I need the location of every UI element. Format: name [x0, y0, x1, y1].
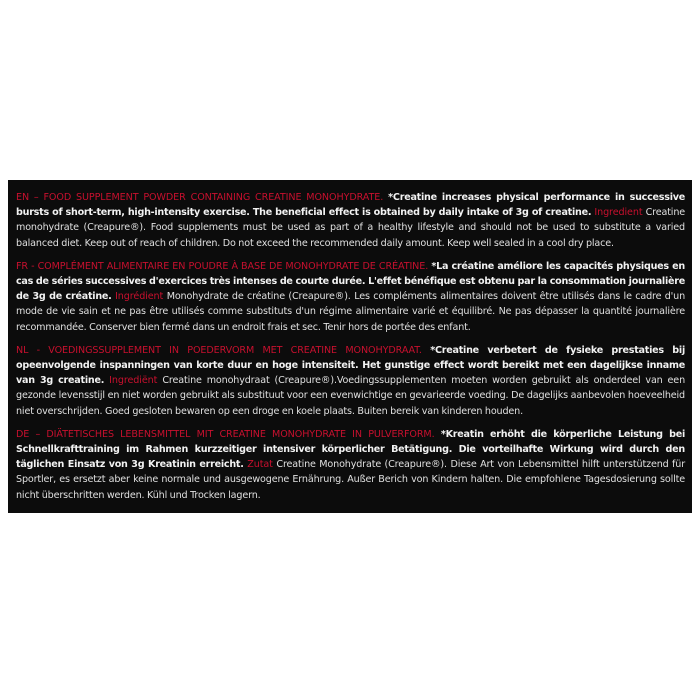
section-nl	[16, 343, 685, 419]
ingredient-text: Creatine monohydrate (Creapure®).	[16, 207, 686, 234]
health-claim: *Creatine increases physical performance in successive bursts of short-term, high-intensity exercise. The beneficial effect is obtained by daily intake of 3g of creatine.	[16, 192, 685, 219]
product-label-panel	[8, 180, 692, 513]
ingredient-text: Monohydrate de créatine (Creapure®).	[166, 291, 351, 303]
usage-warnings: Les compléments alimentaires doivent être utilisés dans le cadre d'un mode de vie sain et ne pas être utilisés comme substituts d'un régime alimentaire varié et équilibré. Ne pas dépasser la quantité journalière recommandée. Conserver bien fermé dans un endroit frais et sec. Tenir hors de portée des enfant.	[16, 291, 686, 333]
section-en	[16, 190, 685, 251]
usage-warnings: Food supplements must be used as part of a healthy lifestyle and should not be used to substitute a varied balanced diet. Keep out of reach of children. Do not exceed the recommended daily amount. Keep well sealed in a cool dry place.	[16, 222, 685, 249]
ingredient-label: Ingrédient	[115, 291, 164, 303]
ingredient-text: Creatine Monohydrate (Creapure®).	[276, 459, 447, 471]
ingredient-label: Ingredient	[594, 207, 643, 219]
usage-warnings: Diese Art von Lebensmittel hilft unterstützend für Sportler, es ersetzt aber keine normale und ausgewogene Ernährung. Außer Berich von Kindern halten. Die empfohlene Tagesdosierung sollte nicht überschritten werden. Kühl und Trocken lagern.	[16, 459, 685, 501]
ingredient-text: Creatine monohydraat (Creapure®).	[162, 375, 337, 387]
ingredient-label: Zutat	[247, 459, 273, 471]
section-heading: EN – FOOD SUPPLEMENT POWDER CONTAINING CREATINE MONOHYDRATE.	[16, 192, 384, 203]
ingredient-label: Ingrediënt	[109, 375, 158, 387]
health-claim: *Kreatin erhöht die körperliche Leistung bei Schnellkrafttraining im Rahmen kurzzeitiger intensiver körperlicher Betätigung. Die vorteilhafte Wirkung wird durch den täglichen Einsatz von 3g Kreatinin erreicht.	[16, 428, 685, 471]
section-heading: FR - COMPLÉMENT ALIMENTAIRE EN POUDRE À BASE DE MONOHYDRATE DE CRÉATINE.	[16, 260, 429, 272]
section-fr	[16, 259, 685, 335]
health-claim: *Creatine verbetert de fysieke prestaties bij opeenvolgende inspanningen van korte duur en hoge intensiteit. Het gunstige effect wordt bereikt met een dagelijkse inname van 3g creatine.	[16, 344, 686, 387]
usage-warnings: Voedingssupplementen moeten worden gebruikt als onderdeel van een gezonde levensstijl en niet worden gebruikt als substituut voor een evenwichtige en gevarieerde voeding. De dagelijks aanbevolen hoeveelheid niet overschrijden. Goed gesloten bewaren op een droge en koele plaats. Buiten bereik van kinderen houden.	[16, 375, 685, 417]
section-heading: NL - VOEDINGSSUPPLEMENT IN POEDERVORM MET CREATINE MONOHYDRAAT.	[16, 344, 422, 356]
section-heading: DE – DIÄTETISCHES LEBENSMITTEL MIT CREATINE MONOHYDRATE IN PULVERFORM.	[16, 428, 435, 440]
section-de	[16, 427, 685, 503]
health-claim: *La créatine améliore les capacités physiques en cas de séries successives d'exercices très intenses de courte durée. L'effet bénéfique est obtenu par la consommation journalière de 3g de créatine.	[16, 260, 685, 303]
